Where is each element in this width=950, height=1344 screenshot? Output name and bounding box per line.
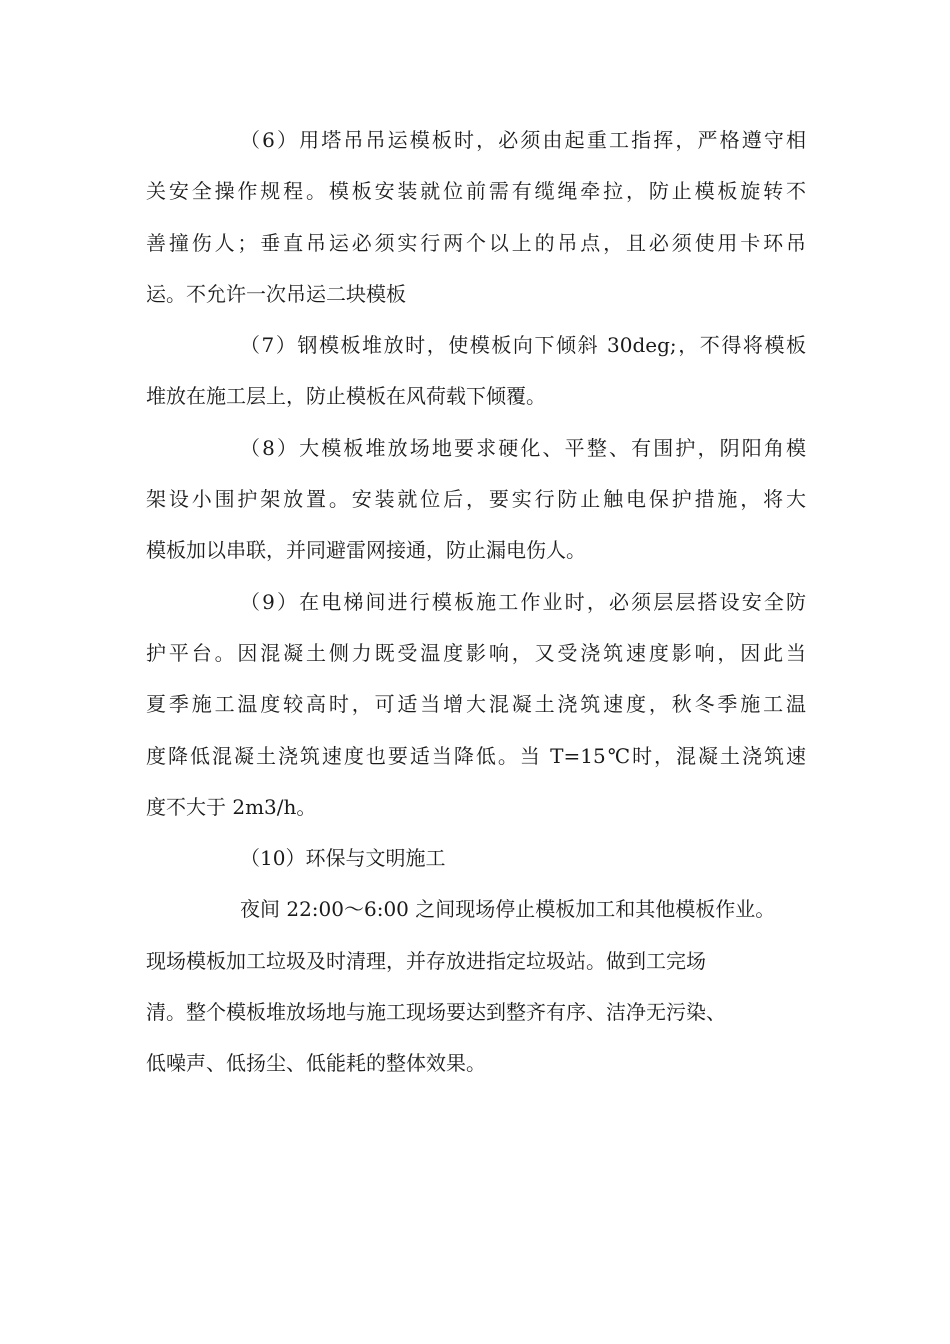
- text-line: 现场模板加工垃圾及时清理，并存放进指定垃圾站。做到工完场: [146, 948, 706, 973]
- body-text: [146, 115, 806, 1090]
- text-line: 度不大于 2m3/h。: [146, 794, 317, 819]
- text-line: 运。不允许一次吊运二块模板: [146, 281, 406, 306]
- text-line: 清。整个模板堆放场地与施工现场要达到整齐有序、洁净无污染、: [146, 1000, 726, 1025]
- text-line: 模板加以串联，并同避雷网接通，防止漏电伤人。: [146, 538, 586, 563]
- text-line: （7）钢模板堆放时，使模板向下倾斜 30deg;，不得将模板: [240, 333, 806, 358]
- text-line: 善撞伤人；垂直吊运必须实行两个以上的吊点，且必须使用卡环吊: [146, 230, 806, 255]
- text-line: 夜间 22:00～6:00 之间现场停止模板加工和其他模板作业。: [240, 897, 776, 922]
- text-line: 关安全操作规程。模板安装就位前需有缆绳牵拉，防止模板旋转不: [146, 179, 806, 204]
- text-line: （8）大模板堆放场地要求硬化、平整、有围护，阴阳角模: [240, 435, 806, 460]
- text-line: 低噪声、低扬尘、低能耗的整体效果。: [146, 1051, 486, 1076]
- text-line: 架设小围护架放置。安装就位后，要实行防止触电保护措施，将大: [146, 487, 806, 512]
- text-line: 夏季施工温度较高时，可适当增大混凝土浇筑速度，秋冬季施工温: [146, 692, 806, 717]
- section-heading: （10）环保与文明施工: [240, 846, 446, 871]
- text-line: （6）用塔吊吊运模板时，必须由起重工指挥，严格遵守相: [240, 128, 806, 152]
- text-line: 堆放在施工层上，防止模板在风荷载下倾覆。: [146, 384, 546, 409]
- text-line: 护平台。因混凝土侧力既受温度影响，又受浇筑速度影响，因此当: [146, 640, 806, 665]
- text-line: （9）在电梯间进行模板施工作业时，必须层层搭设安全防: [240, 589, 806, 614]
- text-line: 度降低混凝土浇筑速度也要适当降低。当 T=15℃时，混凝土浇筑速: [146, 743, 806, 768]
